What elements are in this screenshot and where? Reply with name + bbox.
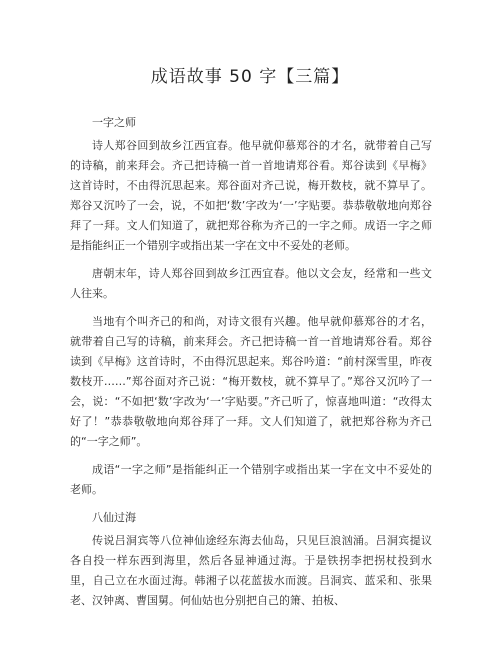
document-body [70, 113, 432, 619]
paragraph: 诗人郑谷回到故乡江西宜春。他早就仰慕郑谷的才名，就带着自己写的诗稿，前来拜会。齐己把诗稿一首一首地请郑谷看。郑谷读到《早梅》这首诗时，不由得沉思起来。郑谷面对齐己说，梅开数枝，就不算早了。郑谷又沉吟了一会，说，不如把‘数’字改为‘一’字贴要。恭恭敬敬地向郑谷拜了一拜。文人们知道了，就把郑谷称为齐己的一字之师。成语一字之师是指能纠正一个错别字或指出某一字在文中不妥处的老师。 [70, 139, 432, 252]
paragraph: 当地有个叫齐己的和尚，对诗文很有兴趣。他早就仰慕郑谷的才名，就带着自己写的诗稿，前来拜会。齐己把诗稿一首一首地请郑谷看。郑谷读到《早梅》这首诗时，不由得沉思起来。郑谷吟道：“前村深雪里，昨夜数枝开……”郑谷面对齐己说：“梅开数枝，就不算早了。”郑谷又沉吟了一会，说：“不如把‘数’字改为‘一’字贴要。”齐己听了，惊喜地叫道：“改得太好了！”恭恭敬敬地向郑谷拜了一拜。文人们知道了，就把郑谷称为齐己的“一字之师”。 [70, 315, 432, 448]
paragraph: 成语“一字之师”是指能纠正一个错别字或指出某一字在文中不妥处的老师。 [70, 463, 432, 496]
document-title: 成语故事 50 字【三篇】 [150, 67, 350, 87]
section-heading-yizizhishi: 一字之师 [92, 116, 136, 129]
section-heading-baxianguohai: 八仙过海 [92, 511, 136, 524]
paragraph: 唐朝末年，诗人郑谷回到故乡江西宜春。他以文会友，经常和一些文人往来。 [70, 267, 432, 300]
paragraph: 传说吕洞宾等八位神仙途经东海去仙岛，只见巨浪汹涌。吕洞宾提议各自投一样东西到海里，然后各显神通过海。于是铁拐李把拐杖投到水里，自己立在水面过海。韩湘子以花蓝拔水而渡。吕洞宾、蓝采和、张果老、汉钟离、曹国舅。何仙姑也分别把自己的箫、拍板、 [70, 534, 432, 607]
